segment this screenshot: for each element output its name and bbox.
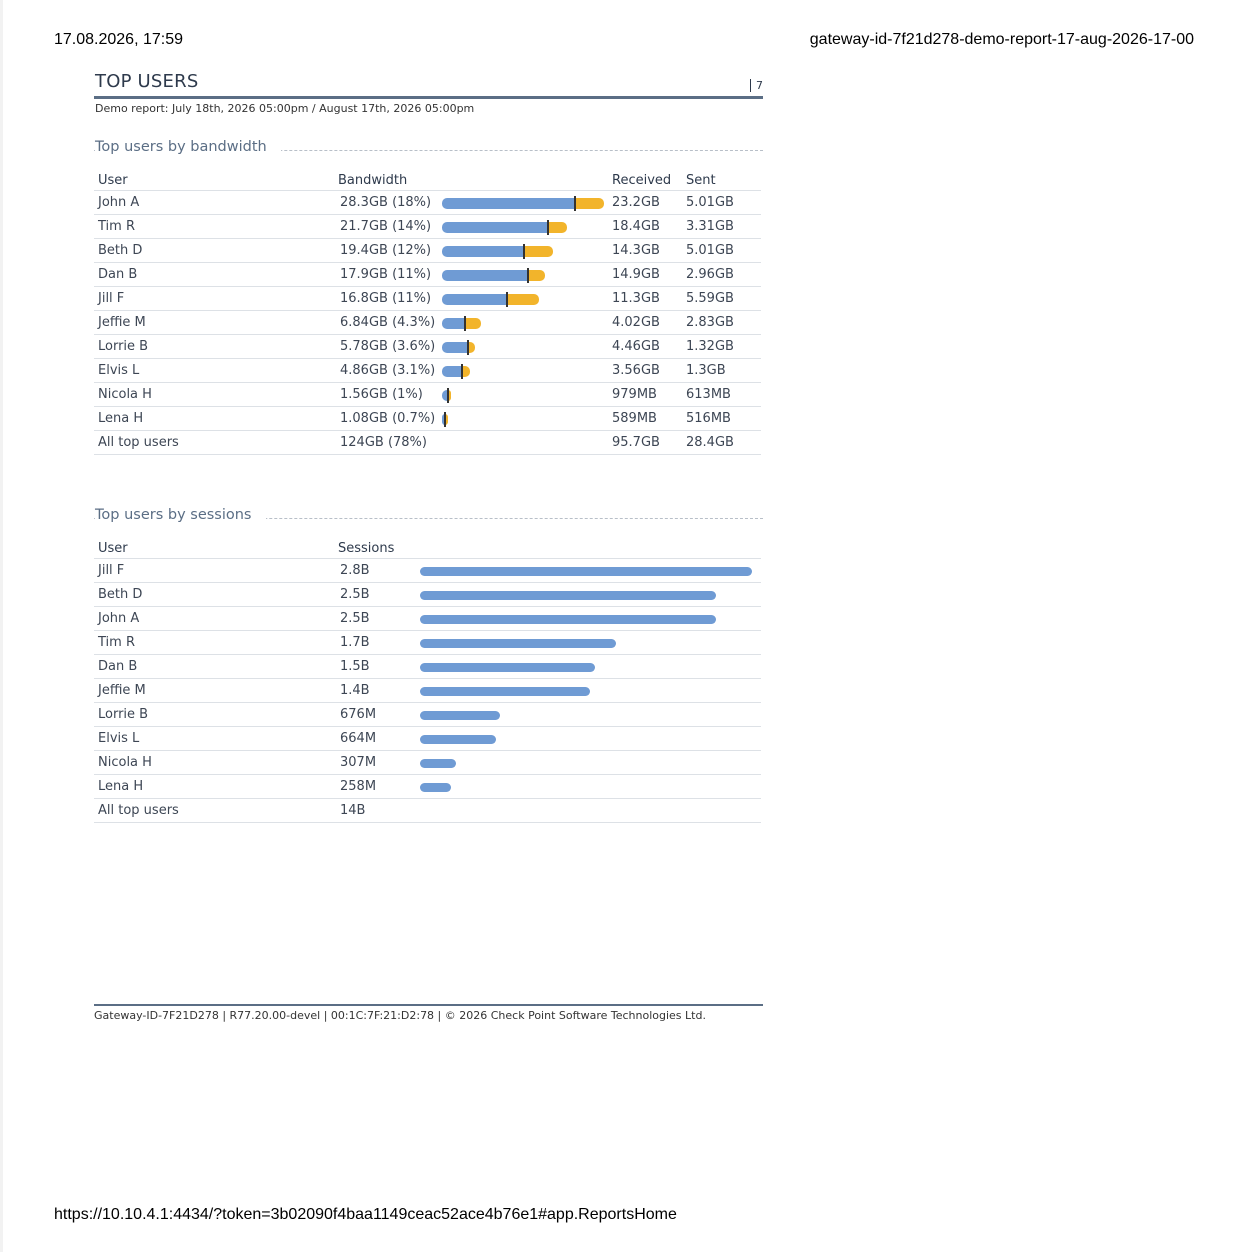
bandwidth-bar-cell [442, 311, 612, 335]
table-row [94, 311, 761, 335]
col-header-received: Received [612, 166, 686, 191]
report-page [94, 70, 763, 823]
sent-segment [575, 198, 604, 209]
sessions-value: 258M [338, 775, 420, 799]
table-row [94, 751, 761, 775]
sent-segment [465, 318, 481, 329]
sessions-bar-cell [420, 631, 761, 655]
received-marker [464, 316, 466, 331]
user-name: Jill F [94, 287, 338, 311]
sent-segment [507, 294, 539, 305]
bandwidth-value: 1.56GB (1%) [338, 383, 442, 407]
table-row [94, 655, 761, 679]
user-name: Nicola H [94, 383, 338, 407]
page-number: 7 [750, 79, 763, 92]
received-marker [447, 388, 449, 403]
sessions-bar-cell [420, 583, 761, 607]
bandwidth-bar-cell [442, 191, 612, 215]
received-marker [506, 292, 508, 307]
sessions-bar [420, 711, 500, 720]
sessions-bar [420, 687, 590, 696]
bandwidth-bar [442, 270, 612, 281]
sent-segment [524, 246, 553, 257]
user-name: John A [94, 607, 338, 631]
received-marker [467, 340, 469, 355]
sessions-value: 2.5B [338, 583, 420, 607]
received-segment [442, 342, 468, 353]
sent-segment [548, 222, 567, 233]
sessions-bar [420, 663, 595, 672]
bandwidth-value: 17.9GB (11%) [338, 263, 442, 287]
user-name: Elvis L [94, 727, 338, 751]
user-name: Jeffie M [94, 311, 338, 335]
bandwidth-section-header [94, 139, 763, 161]
bandwidth-bar-cell [442, 383, 612, 407]
total-row [94, 799, 761, 823]
print-datetime: 17.08.2026, 17:59 [54, 31, 184, 48]
total-bar-cell [442, 431, 612, 455]
bandwidth-bar [442, 318, 612, 329]
total-bandwidth: 124GB (78%) [338, 431, 442, 455]
bandwidth-bar [442, 294, 612, 305]
user-name: Dan B [94, 655, 338, 679]
sessions-bar-cell [420, 559, 761, 583]
table-row [94, 263, 761, 287]
bandwidth-value: 1.08GB (0.7%) [338, 407, 442, 431]
bandwidth-bar-cell [442, 239, 612, 263]
sessions-value: 2.5B [338, 607, 420, 631]
bandwidth-value: 5.78GB (3.6%) [338, 335, 442, 359]
sessions-value: 307M [338, 751, 420, 775]
bandwidth-bar-cell [442, 287, 612, 311]
sessions-bar-cell [420, 775, 761, 799]
user-name: Tim R [94, 631, 338, 655]
bandwidth-header-row [94, 166, 761, 191]
user-name: Jeffie M [94, 679, 338, 703]
received-value: 14.3GB [612, 239, 686, 263]
received-segment [442, 366, 462, 377]
table-row [94, 559, 761, 583]
received-marker [527, 268, 529, 283]
page-title: TOP USERS [95, 71, 199, 92]
sessions-bar-cell [420, 703, 761, 727]
sessions-bar [420, 735, 496, 744]
bandwidth-bar [442, 198, 612, 209]
table-row [94, 583, 761, 607]
sessions-table [94, 534, 761, 823]
col-header-user: User [94, 166, 338, 191]
sessions-bar-cell [420, 655, 761, 679]
bandwidth-bar [442, 246, 612, 257]
total-row [94, 431, 761, 455]
col-header-bandwidth: Bandwidth [338, 166, 442, 191]
bandwidth-bar-cell [442, 263, 612, 287]
table-row [94, 727, 761, 751]
user-name: Lorrie B [94, 335, 338, 359]
print-url: https://10.10.4.1:4434/?token=3b02090f4baa1149ceac52ace4b76e1#app.ReportsHome [54, 1206, 677, 1223]
sessions-value: 1.5B [338, 655, 420, 679]
received-marker [574, 196, 576, 211]
received-segment [442, 270, 528, 281]
bandwidth-value: 21.7GB (14%) [338, 215, 442, 239]
sessions-bar-cell [420, 607, 761, 631]
table-row [94, 287, 761, 311]
received-value: 11.3GB [612, 287, 686, 311]
user-name: Tim R [94, 215, 338, 239]
table-row [94, 359, 761, 383]
total-label: All top users [94, 431, 338, 455]
sessions-bar [420, 591, 716, 600]
bandwidth-bar-cell [442, 359, 612, 383]
user-name: Elvis L [94, 359, 338, 383]
sent-value: 2.96GB [686, 263, 761, 287]
bandwidth-value: 28.3GB (18%) [338, 191, 442, 215]
bandwidth-bar [442, 342, 612, 353]
bandwidth-bar [442, 414, 612, 425]
col-header-sessions: Sessions [338, 534, 420, 559]
sent-value: 5.59GB [686, 287, 761, 311]
sessions-header-row [94, 534, 761, 559]
sent-value: 1.32GB [686, 335, 761, 359]
bandwidth-bar-cell [442, 215, 612, 239]
table-row [94, 239, 761, 263]
col-header-bar [420, 534, 761, 559]
user-name: Lena H [94, 407, 338, 431]
user-name: Beth D [94, 583, 338, 607]
received-value: 589MB [612, 407, 686, 431]
sent-segment [468, 342, 476, 353]
bandwidth-value: 16.8GB (11%) [338, 287, 442, 311]
sent-value: 5.01GB [686, 239, 761, 263]
received-marker [523, 244, 525, 259]
bandwidth-value: 6.84GB (4.3%) [338, 311, 442, 335]
table-row [94, 607, 761, 631]
col-header-user: User [94, 534, 338, 559]
bandwidth-bar [442, 366, 612, 377]
sessions-value: 664M [338, 727, 420, 751]
received-segment [442, 318, 465, 329]
received-value: 14.9GB [612, 263, 686, 287]
user-name: Jill F [94, 559, 338, 583]
col-header-sent: Sent [686, 166, 761, 191]
table-row [94, 679, 761, 703]
sessions-section-header [94, 507, 763, 529]
bandwidth-value: 4.86GB (3.1%) [338, 359, 442, 383]
received-segment [442, 246, 524, 257]
received-value: 23.2GB [612, 191, 686, 215]
sent-segment [462, 366, 469, 377]
bandwidth-bar [442, 222, 612, 233]
report-period: Demo report: July 18th, 2026 05:00pm / August 17th, 2026 05:00pm [95, 102, 475, 115]
table-row [94, 383, 761, 407]
table-row [94, 215, 761, 239]
bandwidth-section-title: Top users by bandwidth [95, 139, 281, 155]
received-value: 979MB [612, 383, 686, 407]
table-row [94, 631, 761, 655]
bandwidth-bar-cell [442, 407, 612, 431]
user-name: Lorrie B [94, 703, 338, 727]
bandwidth-table [94, 166, 761, 455]
sessions-bar [420, 639, 616, 648]
sent-value: 1.3GB [686, 359, 761, 383]
sent-value: 613MB [686, 383, 761, 407]
sessions-value: 1.4B [338, 679, 420, 703]
sessions-bar [420, 615, 716, 624]
total-received: 95.7GB [612, 431, 686, 455]
sessions-value: 676M [338, 703, 420, 727]
total-sent: 28.4GB [686, 431, 761, 455]
page-edge [0, 0, 3, 1252]
table-row [94, 703, 761, 727]
title-row [94, 70, 763, 99]
sessions-bar-cell [420, 679, 761, 703]
sent-value: 5.01GB [686, 191, 761, 215]
received-segment [442, 294, 507, 305]
sessions-bar [420, 783, 451, 792]
sessions-bar [420, 567, 752, 576]
total-bar-cell [420, 799, 761, 823]
received-marker [547, 220, 549, 235]
bandwidth-bar-cell [442, 335, 612, 359]
received-value: 18.4GB [612, 215, 686, 239]
user-name: Beth D [94, 239, 338, 263]
total-label: All top users [94, 799, 338, 823]
total-sessions: 14B [338, 799, 420, 823]
bandwidth-bar [442, 390, 612, 401]
bandwidth-table-body [94, 191, 761, 455]
col-header-bar [442, 166, 612, 191]
sessions-section-title: Top users by sessions [95, 507, 266, 523]
received-segment [442, 198, 575, 209]
received-marker [461, 364, 463, 379]
table-row [94, 407, 761, 431]
sent-value: 2.83GB [686, 311, 761, 335]
user-name: Lena H [94, 775, 338, 799]
print-document-name: gateway-id-7f21d278-demo-report-17-aug-2026-17-00 [809, 31, 1194, 48]
user-name: John A [94, 191, 338, 215]
sent-value: 3.31GB [686, 215, 761, 239]
sessions-table-body [94, 559, 761, 823]
sent-value: 516MB [686, 407, 761, 431]
received-value: 4.02GB [612, 311, 686, 335]
sessions-value: 1.7B [338, 631, 420, 655]
sessions-bar [420, 759, 456, 768]
received-marker [444, 412, 446, 427]
received-segment [442, 222, 548, 233]
sessions-bar-cell [420, 751, 761, 775]
sessions-bar-cell [420, 727, 761, 751]
received-value: 4.46GB [612, 335, 686, 359]
received-value: 3.56GB [612, 359, 686, 383]
user-name: Nicola H [94, 751, 338, 775]
sent-segment [528, 270, 545, 281]
table-row [94, 191, 761, 215]
report-footer: Gateway-ID-7F21D278 | R77.20.00-devel | 00:1C:7F:21:D2:78 | © 2026 Check Point Software Technologies Ltd. [94, 1004, 763, 1022]
bandwidth-value: 19.4GB (12%) [338, 239, 442, 263]
sessions-value: 2.8B [338, 559, 420, 583]
user-name: Dan B [94, 263, 338, 287]
table-row [94, 775, 761, 799]
table-row [94, 335, 761, 359]
